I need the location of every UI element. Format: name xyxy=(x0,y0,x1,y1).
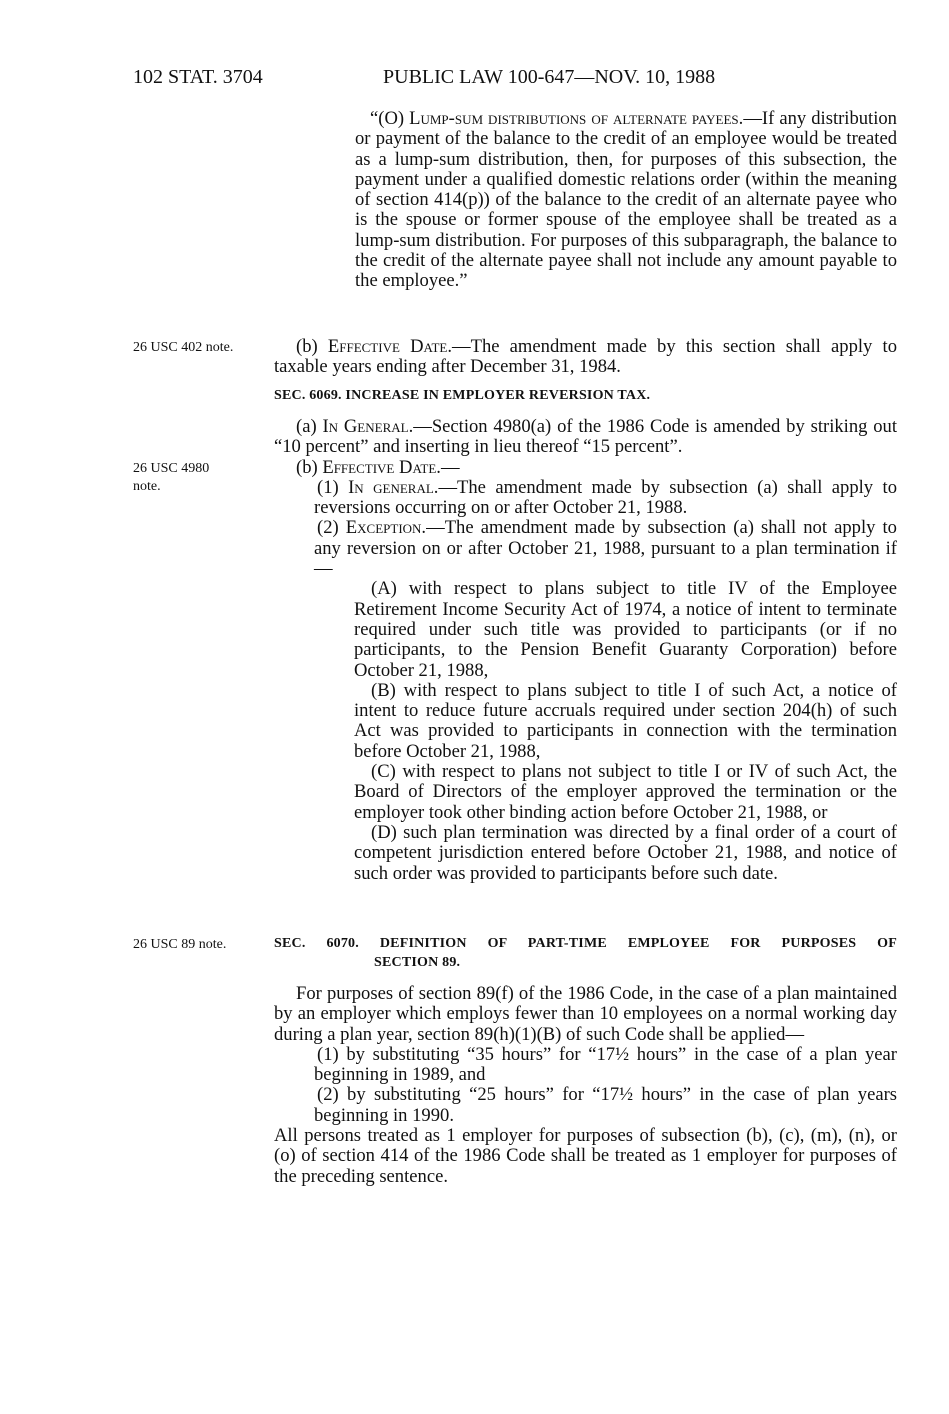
margin-note-89: 26 USC 89 note. xyxy=(133,937,227,952)
page-header-citation: 102 STAT. 3704 xyxy=(133,66,263,88)
page-header-title: PUBLIC LAW 100-647—NOV. 10, 1988 xyxy=(383,66,716,88)
margin-note-4980-line2: note. xyxy=(133,479,161,494)
section-6069-b2-C: (C) with respect to plans not subject to title I or IV of such Act, the Board of Directors of the employer approved the termination or the employer took other binding action before October 21, 1988, or xyxy=(354,761,897,823)
section-6069-b1-label: (1) xyxy=(317,476,349,498)
section-6069-b2-A: (A) with respect to plans subject to title IV of the Employee Retirement Income Security Act of 1974, a notice of intent to terminate required under such title was provided to participants (or if no participants, to the Pension Benefit Guaranty Corporation) before October 21, 1988, xyxy=(354,578,897,681)
paragraph-o-text: —If any distribution or payment of the balance to the credit of an employee would be treated as a lump-sum distribution, then, for purposes of this subsection, the payment under a qualified domestic relations order (within the meaning of section 414(p)) of the balance to the credit of an alternate payee who is the spouse or former spouse of the employee shall be treated as a lump-sum distribution. For purposes of this subparagraph, the balance to the credit of the alternate payee shall not include any amount payable to the employee.” xyxy=(355,108,897,292)
paragraph-o-heading: Lump-sum distributions of alternate payees. xyxy=(409,108,744,129)
section-6070-title xyxy=(274,934,897,972)
section-6070-title-line2: SECTION 89. xyxy=(374,955,461,970)
section-6069-b xyxy=(274,458,897,478)
margin-note-402: 26 USC 402 note. xyxy=(133,340,234,355)
section-6069-b2-B: (B) with respect to plans subject to title I of such Act, a notice of intent to reduce future accruals required under section 204(h) of such Act was provided to participants in connection with the termination before October 21, 1988, xyxy=(354,679,897,762)
effective-date-label: (b) xyxy=(296,336,328,357)
section-6069-a-label: (a) xyxy=(296,416,323,437)
section-6069-b2 xyxy=(274,518,897,579)
section-6070-body xyxy=(274,984,897,1187)
section-6070-closing: All persons treated as 1 employer for purposes of subsection (b), (c), (m), (n), or (o) of section 414 of the 1986 Code shall be treated as 1 employer for purposes of the preceding sentence. xyxy=(274,1125,897,1187)
section-6069-b2-heading: Exception. xyxy=(345,517,427,539)
section-6070-intro: For purposes of section 89(f) of the 1986 Code, in the case of a plan maintained by an employer which employs fewer than 10 employees on a normal working day during a plan year, section 89(h)(1)(B) of such Code shall be applied— xyxy=(274,983,897,1045)
section-6069-a xyxy=(274,417,897,458)
section-6069-a-heading: In General. xyxy=(322,416,414,437)
section-6069-b2-text: —The amendment made by subsection (a) shall not apply to any reversion on or after October 21, 1988, pursuant to a plan termination if— xyxy=(314,517,897,580)
section-6069-b1-text: —The amendment made by subsection (a) shall apply to reversions occurring on or after October 21, 1988. xyxy=(314,476,897,519)
section-6069-body xyxy=(274,417,897,884)
section-6069-title: SEC. 6069. INCREASE IN EMPLOYER REVERSION TAX. xyxy=(274,388,651,403)
section-6070-title-line1: SEC. 6070. DEFINITION OF PART-TIME EMPLOYEE FOR PURPOSES OF xyxy=(274,936,897,951)
effective-date-paragraph xyxy=(274,337,897,378)
margin-note-4980-line1: 26 USC 4980 xyxy=(133,461,210,476)
effective-date-text: —The amendment made by this section shall apply to taxable years ending after December 31, 1984. xyxy=(274,336,897,378)
section-6069-b2-D: (D) such plan termination was directed by a final order of a court of competent jurisdiction entered before October 21, 1988, and notice of such order was provided to participants before such date. xyxy=(354,821,897,884)
paragraph-o xyxy=(355,109,897,292)
section-6069-b-dash: — xyxy=(440,456,460,478)
section-6069-b1 xyxy=(274,478,897,519)
paragraph-o-open: “(O) xyxy=(370,108,410,129)
section-6070-item2: (2) by substituting “25 hours” for “17½ hours” in the case of plan years beginning in 1990. xyxy=(314,1084,897,1126)
section-6069-b2-label: (2) xyxy=(317,517,346,539)
section-6069-a-text: —Section 4980(a) of the 1986 Code is amended by striking out “10 percent” and inserting in lieu thereof “15 percent”. xyxy=(274,416,898,458)
section-6069-b-label: (b) xyxy=(296,456,323,478)
section-6069-b-heading: Effective Date. xyxy=(322,456,441,478)
section-6070-item1: (1) by substituting “35 hours” for “17½ hours” in the case of a plan year beginning in 1989, and xyxy=(314,1043,897,1086)
effective-date-heading: Effective Date. xyxy=(327,336,452,357)
margin-note-4980 xyxy=(133,460,209,496)
section-6069-b1-heading: In general. xyxy=(348,476,439,498)
